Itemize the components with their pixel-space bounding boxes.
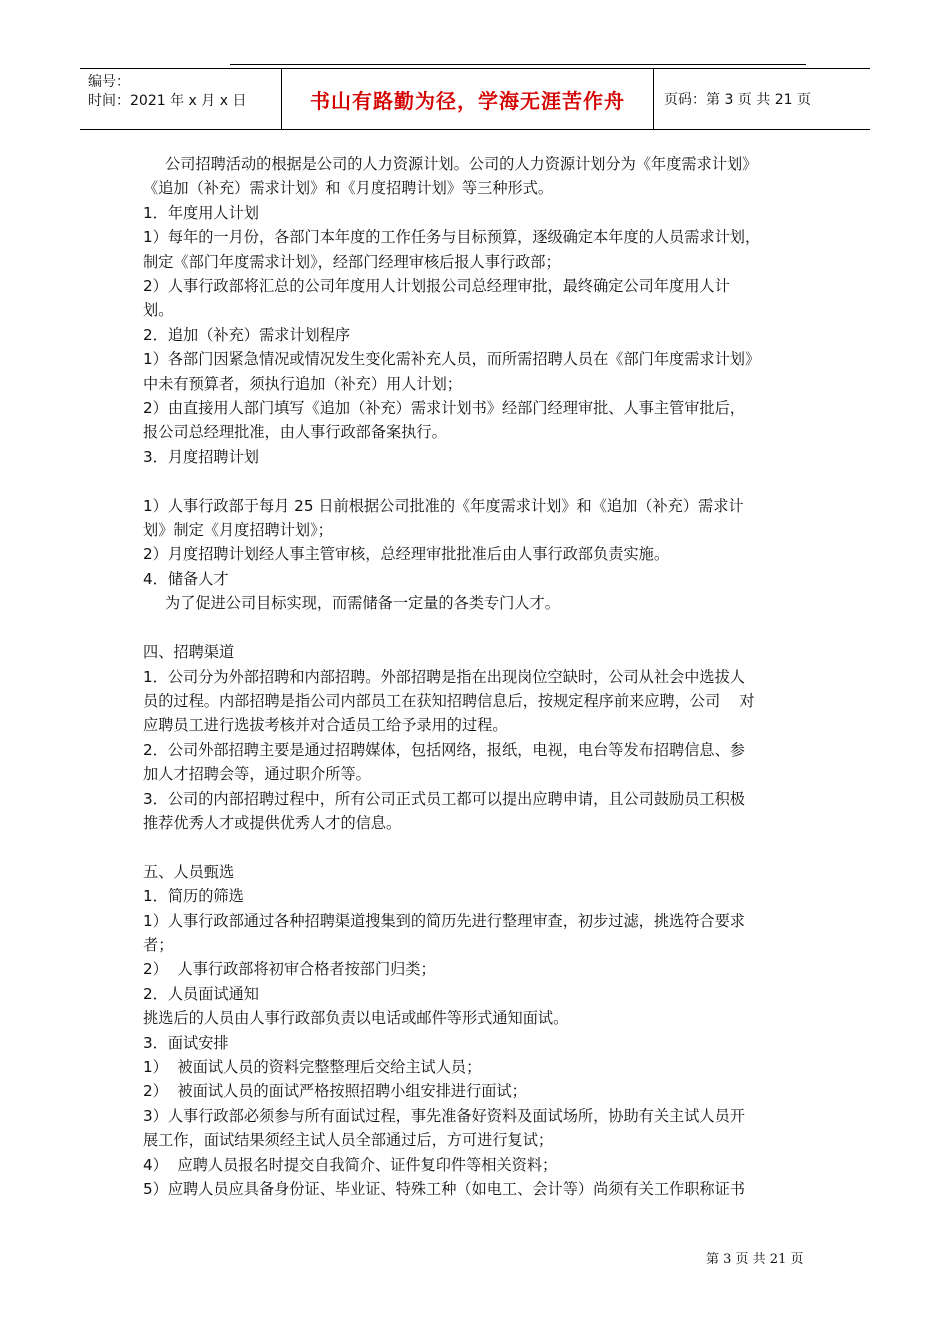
paragraph-line: 制定《部门年度需求计划》，经部门经理审核后报人事行政部； bbox=[143, 252, 561, 271]
section-heading: 2．人员面试通知 bbox=[143, 984, 259, 1003]
paragraph-line: 挑选后的人员由人事行政部负责以电话或邮件等形式通知面试。 bbox=[143, 1009, 569, 1028]
paragraph-line: 1） 被面试人员的资料完整整理后交给主试人员； bbox=[143, 1057, 482, 1076]
section-heading: 4．储备人才 bbox=[143, 569, 229, 588]
paragraph-line: 2．公司外部招聘主要是通过招聘媒体，包括网络，报纸，电视，电台等发布招聘信息、参 bbox=[143, 740, 745, 759]
paragraph-line: 为了促进公司目标实现，而需储备一定量的各类专门人才。 bbox=[165, 594, 560, 613]
paragraph-line: 2）由直接用人部门填写《追加（补充）需求计划书》经部门经理审批、人事主管审批后， bbox=[143, 399, 745, 418]
paragraph-line: 1．公司分为外部招聘和内部招聘。外部招聘是指在出现岗位空缺时，公司从社会中选拔人 bbox=[143, 667, 745, 686]
paragraph-line: 2） 被面试人员的面试严格按照招聘小组安排进行面试； bbox=[143, 1082, 527, 1101]
paragraph-line: 公司招聘活动的根据是公司的人力资源计划。公司的人力资源计划分为《年度需求计划》 bbox=[165, 155, 758, 173]
paragraph-line: 1）人事行政部于每月 25 日前根据公司批准的《年度需求计划》和《追加（补充）需求计 bbox=[143, 496, 744, 515]
paragraph-line: 应聘员工进行选拔考核并对合适员工给予录用的过程。 bbox=[143, 716, 508, 735]
document-number: 编号： bbox=[88, 74, 130, 90]
paragraph-line: 推荐优秀人才或提供优秀人才的信息。 bbox=[143, 813, 402, 832]
section-heading: 2．追加（补充）需求计划程序 bbox=[143, 325, 351, 344]
header-meta bbox=[80, 69, 282, 129]
blank-line bbox=[143, 835, 813, 859]
paragraph-line: 4） 应聘人员报名时提交自我简介、证件复印件等相关资料； bbox=[143, 1155, 558, 1174]
blank-line bbox=[143, 469, 813, 493]
page-footer: 第 3 页 共 21 页 bbox=[706, 1252, 804, 1267]
section-heading: 1．年度用人计划 bbox=[143, 203, 259, 222]
paragraph-line: 1）每年的一月份，各部门本年度的工作任务与目标预算，逐级确定本年度的人员需求计划， bbox=[143, 228, 761, 247]
paragraph-line: 5）应聘人员应具备身份证、毕业证、特殊工种（如电工、会计等）尚须有关工作职称证书 bbox=[143, 1180, 745, 1199]
paragraph-line: 展工作，面试结果须经主试人员全部通过后，方可进行复试； bbox=[143, 1131, 554, 1150]
paragraph-line: 划。 bbox=[143, 301, 174, 320]
top-rule bbox=[230, 64, 806, 65]
document-date: 时间：2021 年 x 月 x 日 bbox=[88, 93, 247, 109]
paragraph-line: 员的过程。内部招聘是指公司内部员工在获知招聘信息后，按规定程序前来应聘，公司 对 bbox=[143, 691, 755, 710]
header-motto: 书山有路勤为径，学海无涯苦作舟 bbox=[282, 69, 654, 129]
document-body bbox=[143, 152, 813, 1201]
paragraph-line: 2）人事行政部将汇总的公司年度用人计划报公司总经理审批，最终确定公司年度用人计 bbox=[143, 277, 730, 296]
paragraph-line: 加人才招聘会等，通过职介所等。 bbox=[143, 765, 371, 784]
paragraph-line: 1）各部门因紧急情况或情况发生变化需补充人员，而所需招聘人员在《部门年度需求计划》 bbox=[143, 350, 761, 369]
paragraph-line: 划》制定《月度招聘计划》； bbox=[143, 521, 333, 540]
paragraph-line: 者； bbox=[143, 935, 174, 954]
paragraph-line: 2） 人事行政部将初审合格者按部门归类； bbox=[143, 960, 436, 979]
chapter-heading: 五、人员甄选 bbox=[143, 862, 235, 881]
chapter-heading: 四、招聘渠道 bbox=[143, 643, 235, 662]
paragraph-line: 3．公司的内部招聘过程中，所有公司正式员工都可以提出应聘申请，且公司鼓励员工积极 bbox=[143, 789, 745, 808]
paragraph-line: 报公司总经理批准，由人事行政部备案执行。 bbox=[143, 423, 447, 442]
header-page-number: 页码：第 3 页 共 21 页 bbox=[664, 92, 811, 108]
section-heading: 3．月度招聘计划 bbox=[143, 447, 259, 466]
paragraph-line: 2）月度招聘计划经人事主管审核，总经理审批批准后由人事行政部负责实施。 bbox=[143, 545, 670, 564]
paragraph-line: 1）人事行政部通过各种招聘渠道搜集到的简历先进行整理审查，初步过滤，挑选符合要求 bbox=[143, 911, 745, 930]
paragraph-line: 《追加（补充）需求计划》和《月度招聘计划》等三种形式。 bbox=[143, 179, 554, 198]
paragraph-line: 3）人事行政部必须参与所有面试过程，事先准备好资料及面试场所，协助有关主试人员开 bbox=[143, 1106, 745, 1125]
section-heading: 1．简历的筛选 bbox=[143, 887, 244, 906]
section-heading: 3．面试安排 bbox=[143, 1033, 229, 1052]
blank-line bbox=[143, 616, 813, 640]
page-header bbox=[80, 68, 870, 130]
paragraph-line: 中未有预算者，须执行追加（补充）用人计划； bbox=[143, 374, 462, 393]
